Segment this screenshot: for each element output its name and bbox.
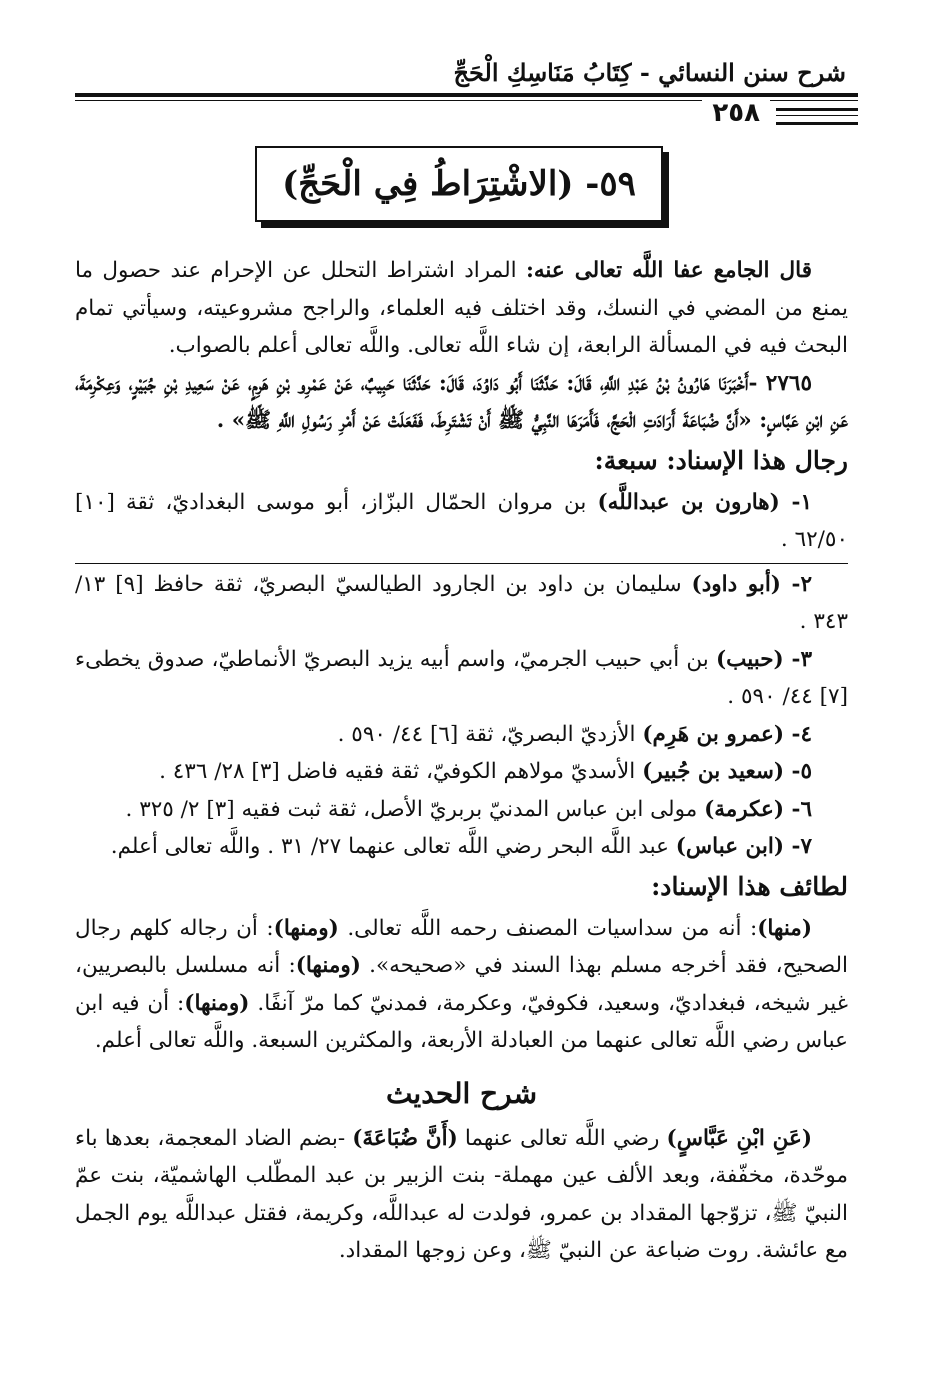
narrator-name: ٣- (حبيب) — [715, 646, 813, 672]
narrator-text: سليمان بن داود بن الجارود الطيالسيّ البصريّ، ثقة حافظ [٩] ١٣/ ٣٤٣ . — [75, 571, 848, 634]
narrator-name: ٤- (عمرو بن هَرِم) — [642, 721, 812, 747]
commentary-lead: (عَنِ ابْنِ عَبَّاسٍ) — [666, 1125, 812, 1151]
hadith-text: ٢٧٦٥ -أَخْبَرَنَا هَارُونُ بْنُ عَبْدِ اللَّهِ، قَالَ: حَدَّثَنَا أَبُو دَاوُدَ، قَالَ: حَدَّثَنَا حَبِيبٌ، عَنْ عَمْرِو بْنِ هَرِمٍ، عَنْ سَعِيدِ بْنِ جُبَيْرٍ، وَعِكْرِمَةَ، عَنِ ابْنِ عَبَّاسٍ: «أَنَّ ضُبَاعَةَ أَرَادَتِ الْحَجَّ، فَأَمَرَهَا النَّبِيُّ ﷺ أَنْ تَشْتَرِطَ، فَفَعَلَتْ عَنْ أَمْرِ رَسُولِ اللَّهِ ﷺ» . — [75, 370, 848, 433]
subtlety-lead: (ومنها) — [184, 990, 250, 1016]
subtlety-text: : أن فيه ابن عباس رضي اللَّه تعالى عنهما من العبادلة الأربعة، والمكثرين السبعة. واللَّه تعالى أعلم. — [75, 990, 848, 1053]
subtleties-heading: لطائف هذا الإسناد: — [651, 871, 848, 901]
narrator-item — [75, 484, 848, 559]
subtlety-lead: (ومنها) — [295, 953, 361, 978]
subtlety-text: : أنه من سداسيات المصنف رحمه اللَّه تعالى. — [338, 915, 758, 941]
commentary-lead: (أَنَّ ضُبَاعَةَ) — [352, 1125, 458, 1151]
narrator-text: الأسديّ مولاهم الكوفيّ، ثقة فقيه فاضل [٣] ٢٨/ ٤٣٦ . — [159, 759, 643, 784]
narrator-text: مولى ابن عباس المدنيّ بربريّ الأصل، ثقة ثبت فقيه [٣] ٢/ ٣٢٥ . — [125, 796, 705, 822]
page-number-ornament — [776, 108, 858, 125]
chapter-title: ٥٩- (الاشْتِرَاطُ فِي الْحَجِّ) — [255, 146, 663, 222]
narrator-item — [75, 828, 848, 866]
divider — [75, 563, 848, 564]
subtlety-text: : أن رجاله كلهم رجال الصحيح، فقد أخرجه مسلم بهذا السند في «صحيحه». — [75, 915, 848, 978]
narrator-item — [75, 716, 848, 754]
narrator-item — [75, 753, 848, 791]
narrator-item — [75, 641, 848, 716]
commentary-text: -بضم الضاد المعجمة، بعدها باء موحّدة، مخفّفة، وبعد الألف عين مهملة- بنت الزبير بن عبد المطّلب الهاشميّة، بنت عمّ النبيّ ﷺ، تزوّجها المقداد بن عمرو، فولدت له عبداللَّه، وكريمة، فقتل عبداللَّه يوم الجمل مع عائشة. روت ضباعة عن النبيّ ﷺ، وعن زوجها المقداد. — [75, 1125, 848, 1263]
subtleties-paragraph — [75, 910, 848, 1060]
narrator-name: ٥- (سعيد بن جُبير) — [642, 759, 812, 784]
narrator-text: الأزديّ البصريّ، ثقة [٦] ٤٤/ ٥٩٠ . — [337, 721, 643, 747]
narrator-name: ٦- (عكرمة) — [704, 796, 812, 822]
narrator-text: بن أبي حبيب الجرميّ، واسم أبيه يزيد البصريّ الأنماطيّ، صدوق يخطىء [٧] ٤٤/ ٥٩٠ . — [75, 646, 848, 709]
narrator-text: عبد اللَّه البحر رضي اللَّه تعالى عنهما ٢٧/ ٣١ . واللَّه تعالى أعلم. — [110, 834, 676, 859]
narrator-item — [75, 791, 848, 829]
subtlety-lead: (ومنها) — [273, 915, 339, 941]
subtlety-text: : أنه مسلسل بالبصريين، غير شيخه، فبغداديّ، وسعيد، فكوفيّ، وعكرمة، فمدنيّ كما مرّ آنفًا. — [75, 953, 849, 1016]
intro-text: المراد اشتراط التحلل عن الإحرام عند حصول ما يمنع من المضي في النسك، وقد اختلف فيه العلماء، والراجح مشروعيته، وسيأتي تمام البحث فيه في المسألة الرابعة، إن شاء اللَّه تعالى. واللَّه تعالى أعلم بالصواب. — [75, 258, 848, 358]
narrator-text: بن مروان الحمّال البزّاز، أبو موسى البغداديّ، ثقة [١٠] ٦٢/٥٠ . — [75, 489, 848, 552]
intro-paragraph — [75, 252, 848, 365]
subtlety-lead: (منها) — [757, 915, 812, 941]
narrator-item — [75, 566, 848, 641]
running-header: شرح سنن النسائي - كِتَابُ مَنَاسِكِ الْحَجِّ — [453, 58, 846, 87]
page-number-row — [75, 96, 858, 128]
narrator-name: ٧- (ابن عباس) — [675, 834, 812, 859]
narrator-name: ١- (هارون بن عبداللَّه) — [597, 489, 812, 515]
page-body — [75, 252, 848, 1270]
commentary-paragraph — [75, 1120, 848, 1270]
commentary-heading: شرح الحديث — [385, 1076, 538, 1110]
narrator-name: ٢- (أبو داود) — [691, 571, 813, 597]
intro-lead: قال الجامع عفا اللَّه تعالى عنه: — [525, 258, 812, 283]
page-number: ٢٥٨ — [702, 98, 770, 128]
commentary-text: رضي اللَّه تعالى عنهما — [457, 1125, 667, 1151]
narrators-heading: رجال هذا الإسناد: سبعة: — [594, 445, 848, 475]
